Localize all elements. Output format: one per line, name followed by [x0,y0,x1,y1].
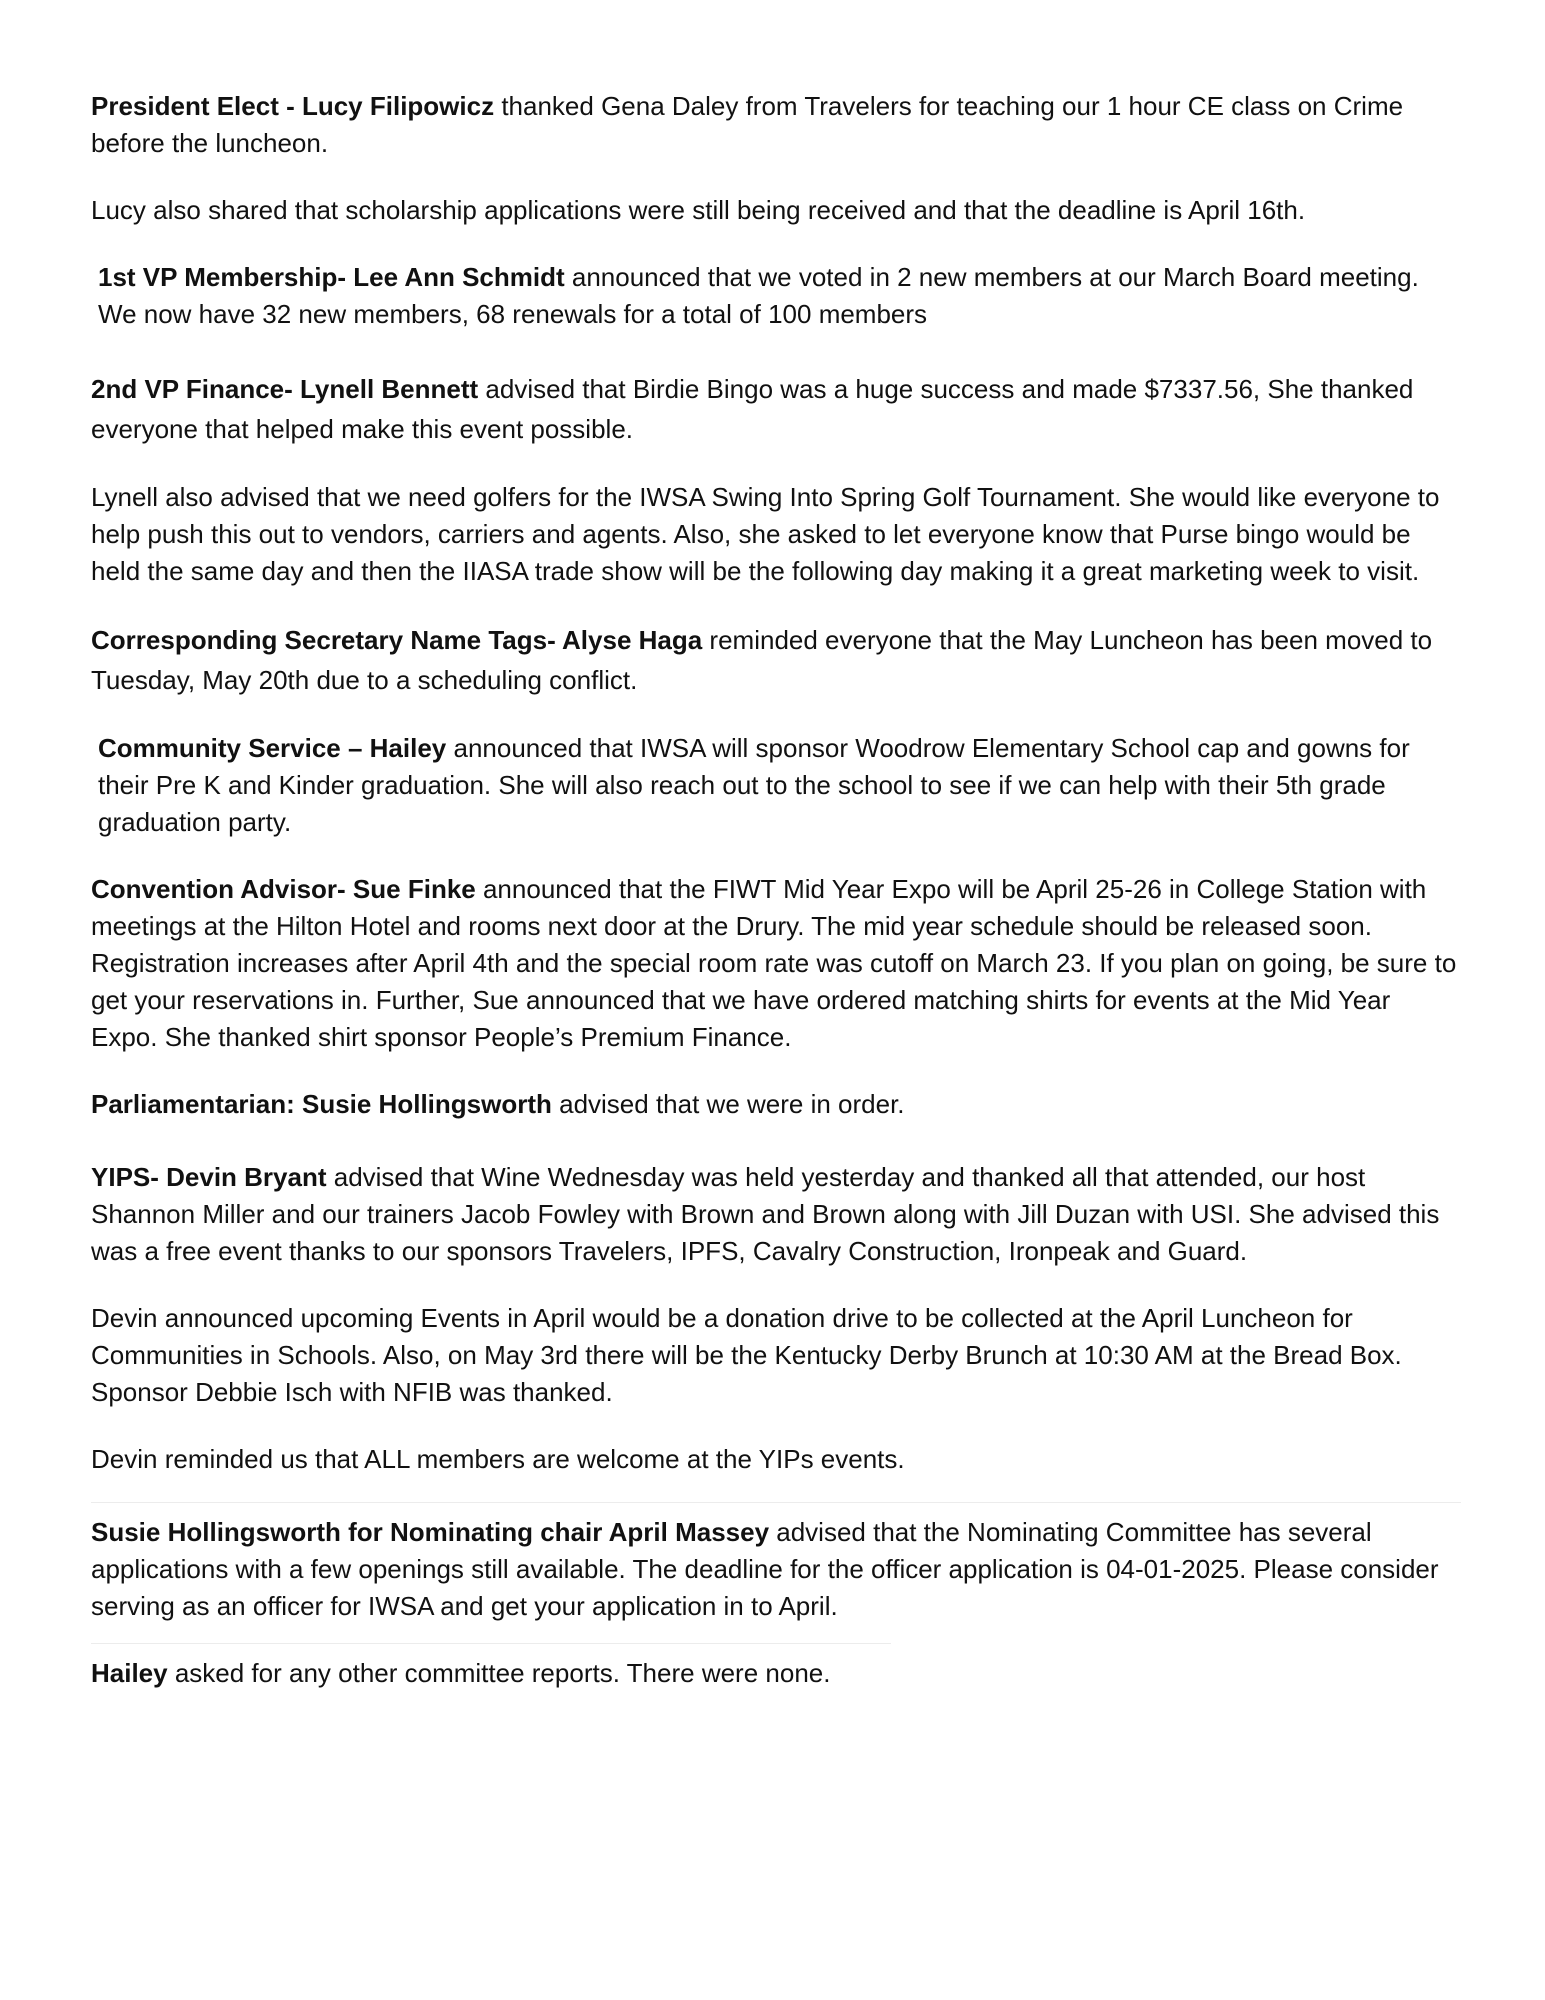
officer-label: Susie Hollingsworth for Nominating chair April Massey [91,1517,770,1547]
officer-label: YIPS- Devin Bryant [91,1162,327,1192]
report-text: Lynell also advised that we need golfers for the IWSA Swing Into Spring Golf Tournament. She would like everyone to help push this out to vendors, carriers and agents. Also, she asked to let everyone know that Purse bingo would be held the same day and then the IIASA trade show will be the following day making it a great marketing week to visit. [91,482,1440,586]
report-president-elect [91,88,1461,162]
report-scholarship [91,192,1461,229]
divider [91,1502,1461,1503]
report-yips [91,1159,1461,1270]
officer-label: Corresponding Secretary Name Tags- Alyse Haga [91,625,703,655]
officer-label: Community Service – Hailey [98,733,447,763]
report-community-service [91,730,1461,841]
report-text: reminded everyone that the May Luncheon has been moved to Tuesday, May 20th due to a scheduling conflict. [91,625,1433,695]
report-nominating [91,1514,1461,1625]
officer-label: President Elect - Lucy Filipowicz [91,91,495,121]
officer-label: Hailey [91,1658,168,1688]
report-golf [91,479,1461,590]
officer-label: 2nd VP Finance- Lynell Bennett [91,374,479,404]
report-text: Devin announced upcoming Events in April would be a donation drive to be collected at the April Luncheon for Communities in Schools. Also, on May 3rd there will be the Kentucky Derby Brunch at 10:30 AM at the Bread Box. Sponsor Debbie Isch with NFIB was thanked. [91,1303,1402,1407]
report-text: advised that the Nominating Committee has several applications with a few openings still available. The deadline for the officer application is 04-01-2025. Please consider serving as an officer for IWSA and get your application in to April. [91,1517,1439,1621]
officer-label: Convention Advisor- Sue Finke [91,874,476,904]
divider [91,1643,891,1644]
officer-label: Parliamentarian: Susie Hollingsworth [91,1089,552,1119]
report-text: announced that we voted in 2 new members at our March Board meeting. We now have 32 new members, 68 renewals for a total of 100 members [98,262,1419,329]
report-convention [91,871,1461,1056]
report-parliamentarian [91,1086,1461,1123]
report-text: advised that Birdie Bingo was a huge success and made $7337.56, She thanked everyone that helped make this event possible. [91,374,1414,444]
report-yips-events [91,1300,1461,1411]
minutes-page [91,88,1461,1728]
report-yips-welcome [91,1441,1461,1478]
report-text: Devin reminded us that ALL members are welcome at the YIPs events. [91,1444,905,1474]
report-text: advised that Wine Wednesday was held yesterday and thanked all that attended, our host Shannon Miller and our trainers Jacob Fowley with Brown and Brown along with Jill Duzan with USI. She advised this was a free event thanks to our sponsors Travelers, IPFS, Cavalry Construction, Ironpeak and Guard. [91,1162,1440,1266]
report-secretary [91,620,1461,700]
report-text: announced that the FIWT Mid Year Expo will be April 25-26 in College Station with meetings at the Hilton Hotel and rooms next door at the Drury. The mid year schedule should be released soon. Registration increases after April 4th and the special room rate was cutoff on March 23. If you plan on going, be sure to get your reservations in. Further, Sue announced that we have ordered matching shirts for events at the Mid Year Expo. She thanked shirt sponsor People’s Premium Finance. [91,874,1457,1052]
report-other-committees [91,1655,1461,1692]
report-text: asked for any other committee reports. There were none. [167,1658,831,1688]
report-text: Lucy also shared that scholarship applications were still being received and that the deadline is April 16th. [91,195,1306,225]
report-text: announced that IWSA will sponsor Woodrow Elementary School cap and gowns for their Pre K and Kinder graduation. She will also reach out to the school to see if we can help with their 5th grade graduation party. [98,733,1410,837]
report-text: thanked Gena Daley from Travelers for teaching our 1 hour CE class on Crime before the luncheon. [91,91,1404,158]
report-text: advised that we were in order. [551,1089,905,1119]
report-membership [91,259,1461,333]
report-finance [91,369,1461,449]
officer-label: 1st VP Membership- Lee Ann Schmidt [98,262,565,292]
